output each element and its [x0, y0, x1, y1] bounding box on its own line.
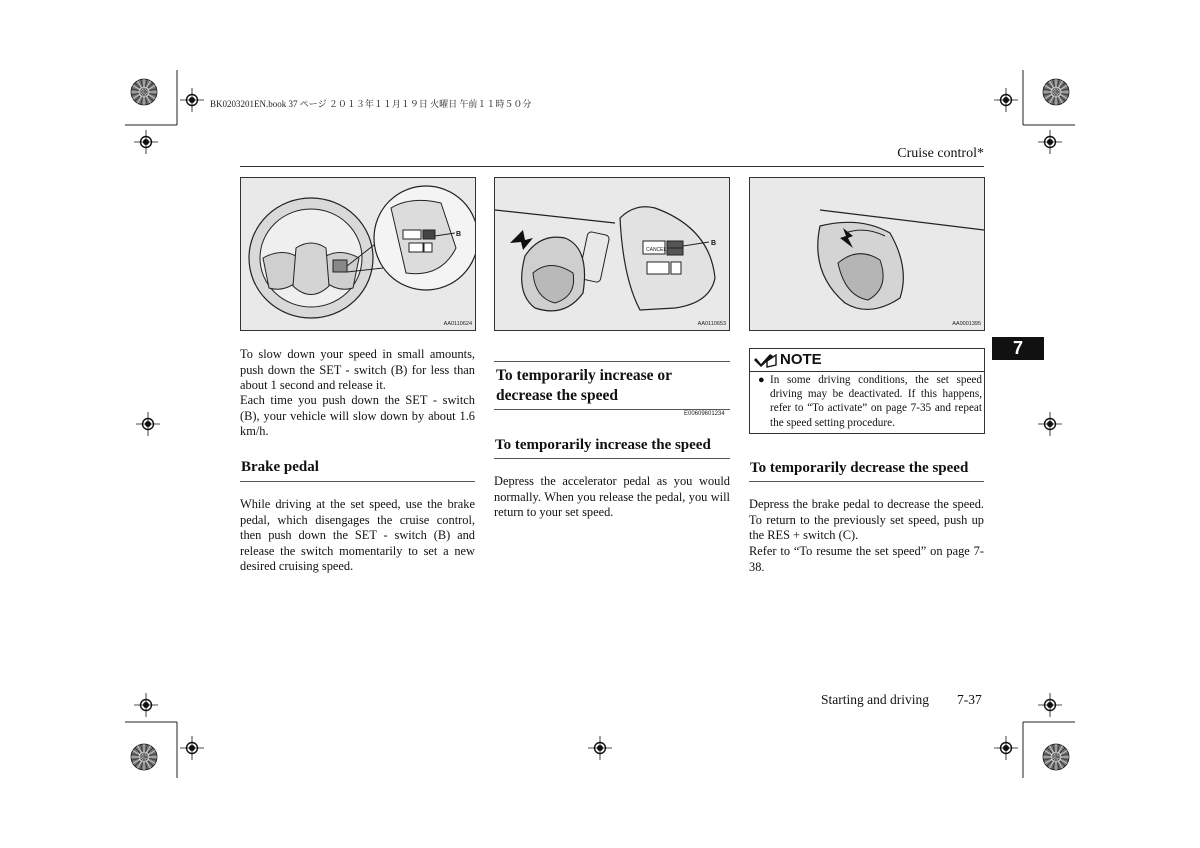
color-registration-icon [1042, 743, 1070, 771]
color-registration-icon [130, 743, 158, 771]
print-slug: BK0203201EN.book 37 ページ ２０１３年１１月１９日 火曜日 午前１１時５０分 [210, 99, 532, 109]
section-bottom-rule [494, 409, 730, 410]
note-text: In some driving conditions, the set speed driving may be deactivated. If this happens, refer to “To activate” on page 7-35 and repeat the speed setting procedure. [770, 374, 982, 429]
figure1-callout-b: B [456, 231, 462, 238]
resume-reference-paragraph: Refer to “To resume the set speed” on page 7-38. [749, 544, 984, 574]
registration-target-icon [1038, 130, 1062, 154]
note-check-icon [754, 352, 778, 368]
registration-target-icon [134, 130, 158, 154]
registration-target-icon [134, 693, 158, 717]
color-registration-icon [130, 78, 158, 106]
section-top-rule [494, 361, 730, 362]
figure-code: AA0110653 [697, 321, 726, 327]
decrease-heading-rule [749, 481, 984, 482]
header-rule [240, 166, 984, 167]
figure-brake-pedal [749, 177, 985, 331]
figure2-callout-b: B [711, 240, 717, 247]
registration-target-icon [1038, 412, 1062, 436]
note-label: NOTE [780, 351, 822, 368]
figure-steering-wheel [240, 177, 476, 331]
brake-pedal-paragraph: While driving at the set speed, use the brake pedal, which disengages the cruise control, then push down the SET - switch (B) and release the switch momentarily to set a new desired cruising speed. [240, 497, 475, 574]
figure-code: AA0001395 [952, 321, 981, 327]
steering-wheel-illustration [241, 178, 475, 330]
note-title-bar [750, 349, 984, 372]
note-box [749, 348, 985, 434]
registration-target-icon [994, 88, 1018, 112]
footer-page-number: 7-37 [957, 692, 982, 707]
registration-target-icon [588, 736, 612, 760]
pedal-switch-illustration [495, 178, 729, 330]
brake-pedal-illustration [750, 178, 984, 330]
note-bullet: ● [758, 374, 765, 386]
increase-speed-heading: To temporarily increase the speed [495, 437, 711, 453]
slow-down-paragraph: To slow down your speed in small amounts, push down the SET - switch (B) for less than about 1 second and release it. [240, 347, 475, 393]
section-code: E00609601234 [684, 411, 725, 417]
cancel-button-label: CANCEL [646, 247, 667, 253]
registration-target-icon [180, 88, 204, 112]
registration-target-icon [180, 736, 204, 760]
chapter-tab: 7 [992, 337, 1044, 360]
temporary-speed-section-title: To temporarily increase or decrease the speed [496, 367, 672, 404]
running-title: Cruise control* [897, 146, 984, 161]
footer-section-name: Starting and driving [821, 692, 929, 707]
figure-code: AA0110624 [443, 321, 472, 327]
brake-heading-rule [240, 481, 475, 482]
brake-pedal-heading: Brake pedal [241, 459, 319, 475]
registration-target-icon [1038, 693, 1062, 717]
figure-pedal-and-switch [494, 177, 730, 331]
registration-target-icon [994, 736, 1018, 760]
registration-target-icon [136, 412, 160, 436]
decrease-speed-heading: To temporarily decrease the speed [750, 460, 969, 476]
color-registration-icon [1042, 78, 1070, 106]
slow-down-increment-paragraph: Each time you push down the SET - switch (B), your vehicle will slow down by about 1.6 km/h. [240, 393, 475, 439]
increase-speed-paragraph: Depress the accelerator pedal as you would normally. When you release the pedal, you will return to your set speed. [494, 474, 730, 520]
decrease-speed-paragraph: Depress the brake pedal to decrease the speed. To return to the previously set speed, push up the RES + switch (C). [749, 497, 984, 543]
increase-heading-rule [494, 458, 730, 459]
